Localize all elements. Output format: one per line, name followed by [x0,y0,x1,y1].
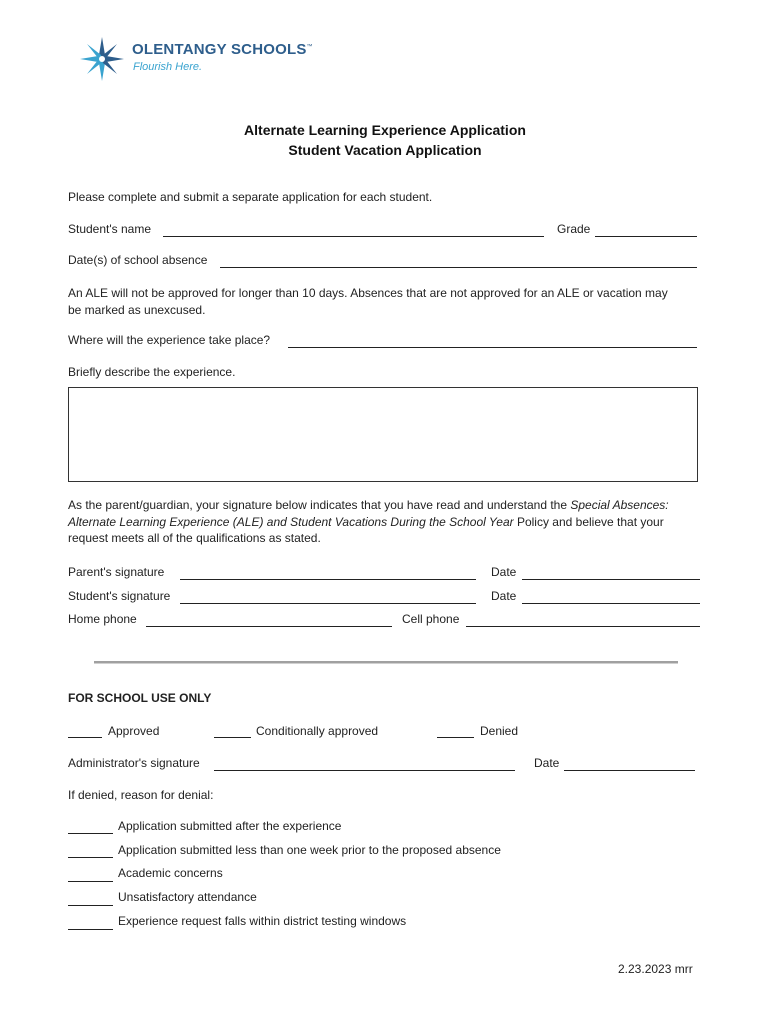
parent-date-field[interactable] [522,579,700,580]
consent-pre: As the parent/guardian, your signature below indicates that you have read and understand the [68,498,571,512]
approved-label: Approved [108,724,160,738]
reason-item: Academic concerns [118,866,223,880]
reason-blank[interactable] [68,905,113,906]
reason-item: Unsatisfactory attendance [118,890,257,904]
consent-post-a: Policy and believe that your [513,514,664,529]
section-divider [94,661,678,664]
describe-textarea[interactable] [68,387,698,482]
denied-label: Denied [480,724,519,738]
reason-blank[interactable] [68,929,113,930]
logo-tagline: Flourish Here. [133,61,203,73]
reason-blank[interactable] [68,857,113,858]
admin-date-field[interactable] [564,770,695,771]
student-name-field[interactable] [163,236,544,237]
admin-signature-field[interactable] [214,770,515,771]
student-signature-field[interactable] [180,603,476,604]
logo-name-text: OLENTANGY SCHOOLS [132,41,307,58]
logo-name [132,41,313,58]
describe-label: Briefly describe the experience. [68,365,236,379]
student-date-label: Date [491,589,517,603]
consent-line-1 [68,497,698,514]
cell-phone-label: Cell phone [402,612,460,626]
school-use-heading: FOR SCHOOL USE ONLY [68,691,212,705]
logo-trademark: ™ [306,44,313,50]
conditionally-approved-label: Conditionally approved [256,724,379,738]
student-name-label: Student's name [68,222,152,236]
denial-reason-label: If denied, reason for denial: [68,788,214,802]
reason-item: Application submitted after the experience [118,819,342,833]
home-phone-field[interactable] [146,626,392,627]
consent-text [68,497,698,547]
admin-date-label: Date [534,756,560,770]
conditionally-approved-blank[interactable] [214,737,251,738]
consent-line-2 [68,514,698,531]
grade-field[interactable] [595,236,697,237]
reason-blank[interactable] [68,881,113,882]
cell-phone-field[interactable] [466,626,700,627]
parent-date-label: Date [491,565,517,579]
parent-signature-label: Parent's signature [68,565,165,579]
reason-item: Application submitted less than one week prior to the proposed absence [118,843,501,857]
intro-text: Please complete and submit a separate application for each student. [68,190,433,204]
snowflake-star-icon [80,36,128,82]
approved-blank[interactable] [68,737,102,738]
logo [80,36,128,82]
admin-signature-label: Administrator's signature [68,756,200,770]
page-subtitle: Student Vacation Application [288,142,482,158]
dates-absence-label: Date(s) of school absence [68,253,208,267]
student-signature-label: Student's signature [68,589,171,603]
home-phone-label: Home phone [68,612,137,626]
reason-blank[interactable] [68,833,113,834]
student-date-field[interactable] [522,603,700,604]
where-label: Where will the experience take place? [68,333,271,347]
consent-line-3: request meets all of the qualifications as stated. [68,531,321,545]
parent-signature-field[interactable] [180,579,476,580]
where-field[interactable] [288,347,697,348]
consent-policy-a: Special Absences: [570,498,669,512]
notice-line-1: An ALE will not be approved for longer than 10 days. Absences that are not approved for an ALE or vacation may [68,286,668,300]
denied-blank[interactable] [437,737,474,738]
page-title: Alternate Learning Experience Application [244,122,526,138]
notice-text [68,285,668,318]
footer-revision: 2.23.2023 mrr [618,962,693,976]
reason-item: Experience request falls within district testing windows [118,914,407,928]
grade-label: Grade [557,222,591,236]
notice-line-2: be marked as unexcused. [68,302,206,317]
dates-absence-field[interactable] [220,267,697,268]
consent-policy-b: Alternate Learning Experience (ALE) and Student Vacations During the School Year [68,514,514,529]
